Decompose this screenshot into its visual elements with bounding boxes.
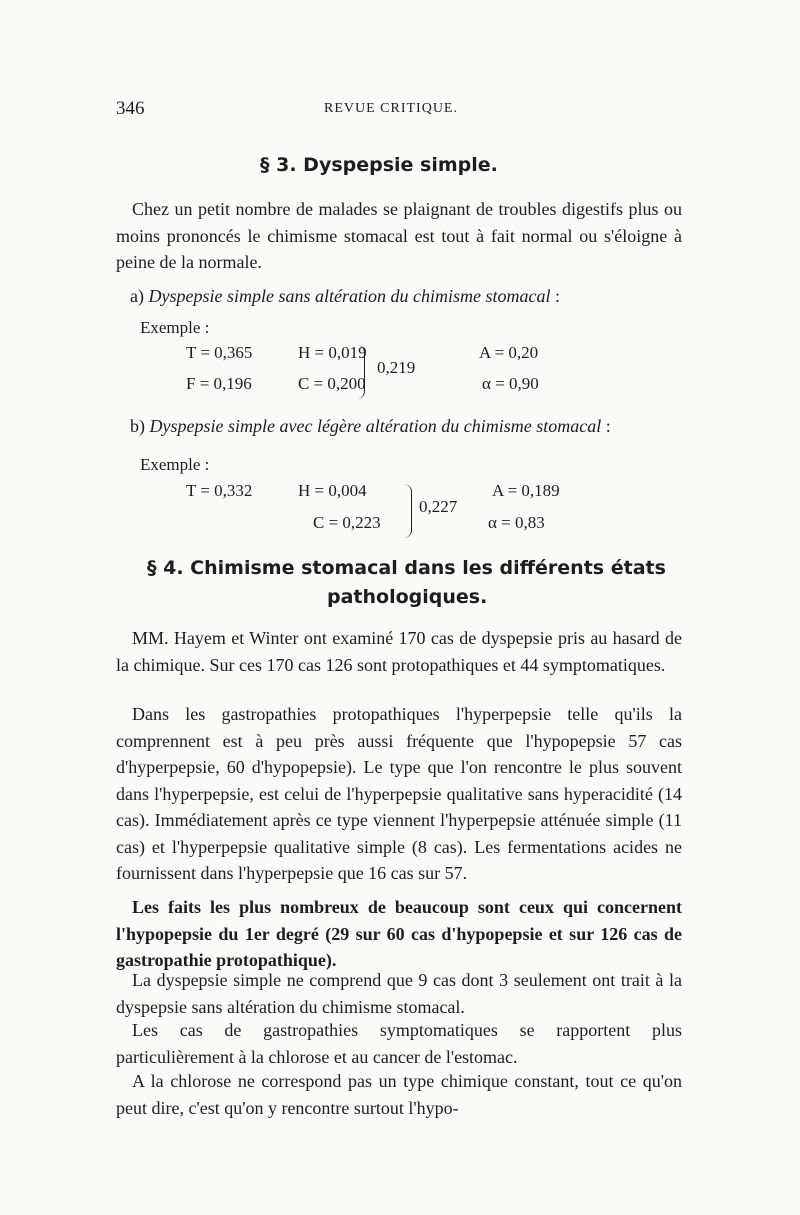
section-4-paragraph-1: MM. Hayem et Winter ont examiné 170 cas de dyspepsie pris au hasard de la chimique. Sur ces 170 cas 126 sont protopathiques et 44 symptomatiques. — [116, 628, 682, 675]
formula-b-h: H = 0,004 — [298, 481, 367, 500]
subsection-a-suffix: : — [554, 286, 560, 306]
formula-a-c: C = 0,200 — [298, 374, 366, 393]
formula-a-sum: 0,219 — [377, 358, 416, 377]
formula-b-c: C = 0,223 — [313, 513, 381, 532]
subsection-b-label: Dyspepsie simple avec légère altération du chimisme stomacal — [149, 416, 602, 436]
formula-a-t: T = 0,365 — [186, 343, 253, 362]
section-4-paragraph-2: Dans les gastropathies protopathiques l'hyperpepsie telle qu'ils la comprennent est à peu près aussi fréquente que l'hypopepsie 57 cas d'hyperpepsie, 60 d'hypopepsie). Le type que l'on rencontre le plus souvent dans l'hyperpepsie, est celui de l'hyperpepsie qualitative sans hyperacidité (14 cas). Immédiatement après ce type viennent l'hyperpepsie atténuée simple (11 cas) et l'hyperpepsie qualitative simple (8 cas). Les fermentations acides ne fournissent dans l'hyperpepsie que 16 cas sur 57. — [116, 704, 682, 883]
subsection-b-prefix: b) — [130, 416, 145, 436]
subsection-a-label: Dyspepsie simple sans altération du chimisme stomacal — [148, 286, 551, 306]
section-4-paragraph-3: Les faits les plus nombreux de beaucoup sont ceux qui concernent l'hypopepsie du 1er degré (29 sur 60 cas d'hypopepsie et sur 126 cas de gastropathie protopathique). — [116, 897, 682, 970]
formula-a-a: A = 0,20 — [479, 343, 539, 362]
section-3-title: § 3. Dyspepsie simple. — [260, 154, 498, 176]
formula-a-h: H = 0,019 — [298, 343, 367, 362]
subsection-a-heading — [130, 286, 560, 307]
example-a-label: Exemple : — [140, 318, 210, 337]
formula-a-f: F = 0,196 — [186, 374, 252, 393]
section-3-intro: Chez un petit nombre de malades se plaignant de troubles digestifs plus ou moins prononcés le chimisme stomacal est tout à fait normal ou s'éloigne à peine de la normale. — [116, 199, 682, 272]
subsection-b-suffix: : — [605, 416, 611, 436]
section-4-paragraph-6: A la chlorose ne correspond pas un type chimique constant, tout ce qu'on peut dire, c'est qu'on y rencontre surtout l'hypo- — [116, 1071, 682, 1118]
section-4-paragraph-5: Les cas de gastropathies symptomatiques se rapportent plus particulièrement à la chlorose et au cancer de l'estomac. — [116, 1020, 682, 1067]
formula-b-alpha: α = 0,83 — [488, 513, 545, 532]
subsection-a-prefix: a) — [130, 286, 144, 306]
subsection-b-heading — [130, 416, 611, 437]
brace-b-icon — [404, 484, 412, 538]
formula-b-a: A = 0,189 — [492, 481, 560, 500]
page-number: 346 — [116, 98, 145, 119]
example-b-label: Exemple : — [140, 455, 210, 474]
section-4-title-line1: § 4. Chimisme stomacal dans les différents états — [147, 557, 666, 579]
formula-b-sum: 0,227 — [419, 497, 458, 516]
formula-a-alpha: α = 0,90 — [482, 374, 539, 393]
section-4-paragraph-4: La dyspepsie simple ne comprend que 9 cas dont 3 seulement ont trait à la dyspepsie sans altération du chimisme stomacal. — [116, 970, 682, 1017]
formula-b-t: T = 0,332 — [186, 481, 253, 500]
section-4-title-line2: pathologiques. — [327, 586, 488, 608]
running-title: REVUE CRITIQUE. — [324, 101, 458, 116]
